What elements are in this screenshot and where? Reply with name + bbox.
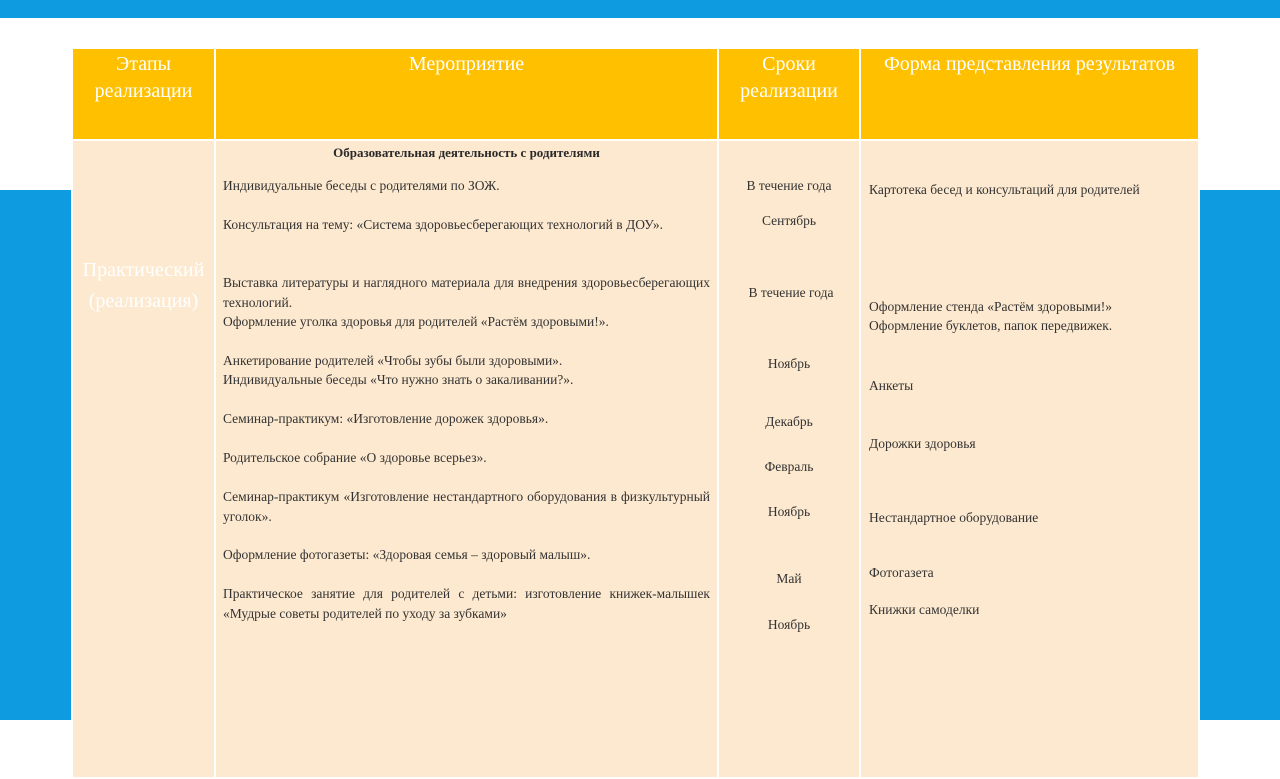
activity-section-title: Образовательная деятельность с родителями [333,145,600,160]
table-row [72,140,1199,778]
result-entry: Фотогазета [869,565,934,580]
implementation-plan-table [71,49,1200,779]
header-timing: Сроки реализации [718,49,860,140]
date-entry: Декабрь [765,414,813,429]
stage-label: Практический (реализация) [82,259,205,312]
result-entry: Оформление буклетов, папок передвижек. [869,318,1113,333]
result-entry: Нестандартное оборудование [869,510,1039,525]
activity-item: Семинар-практикум «Изготовление нестандартного оборудования в физкультурный уголок». [223,489,710,524]
activity-item: Оформление уголка здоровья для родителей «Растём здоровыми!». [223,314,609,329]
activity-item: Выставка литературы и наглядного материала для внедрения здоровьесберегающих технологий. [223,275,710,310]
date-entry: Ноябрь [767,504,811,519]
date-entry: В течение года [748,285,834,300]
activity-item: Практическое занятие для родителей с детьми: изготовление книжек-малышек «Мудрые советы родителей по уходу за зубками» [223,586,710,621]
stage-cell [72,140,215,778]
activity-item: Семинар-практикум: «Изготовление дорожек здоровья». [223,411,549,426]
result-form-cell [860,140,1199,778]
date-entry: Февраль [764,459,814,474]
activity-cell [215,140,718,778]
result-entry: Картотека бесед и консультаций для родителей [869,182,1140,197]
header-stages: Этапы реализации [72,49,215,140]
activity-item: Оформление фотогазеты: «Здоровая семья – здоровый малыш». [223,547,591,562]
activity-item: Родительское собрание «О здоровье всерьез». [223,450,487,465]
top-blue-band [0,0,1280,18]
date-entry: Сентябрь [761,213,817,228]
activity-item: Индивидуальные беседы «Что нужно знать о закаливании?». [223,372,574,387]
result-entry: Анкеты [869,378,914,393]
header-result-form: Форма представления результатов [860,49,1199,140]
result-entry: Книжки самоделки [869,602,980,617]
date-entry: В течение года [746,178,832,193]
date-entry: Май [776,571,802,586]
activity-item: Консультация на тему: «Система здоровьесберегающих технологий в ДОУ». [223,217,664,232]
header-activity: Мероприятие [215,49,718,140]
date-entry: Ноябрь [767,356,811,371]
result-entry: Дорожки здоровья [869,436,976,451]
activity-item: Анкетирование родителей «Чтобы зубы были здоровыми». [223,353,563,368]
result-entry: Оформление стенда «Растём здоровыми!» [869,299,1112,314]
date-entry: Ноябрь [767,617,811,632]
timing-cell [718,140,860,778]
table-header-row [72,49,1199,140]
activity-item: Индивидуальные беседы с родителями по ЗОЖ. [223,178,500,193]
